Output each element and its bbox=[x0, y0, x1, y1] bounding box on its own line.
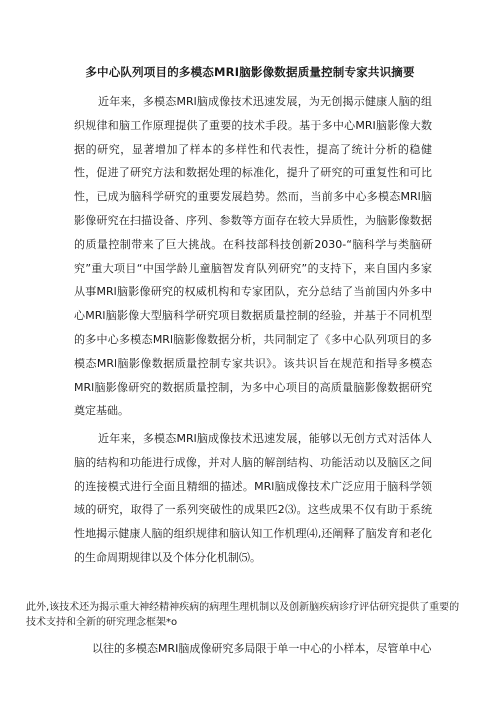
paragraph-2: 近年来，多模态MRl脑成像技术迅速发展，能够以无创方式对活体人脑的结构和功能进行成像，并对人脑的解剖结构、功能活动以及脑区之间的连接模式进行全面且精细的描述。MRl脑成像技术广泛应用于脑科学领域的研究，取得了一系列突破性的成果匹2⑶。这些成果不仅有助于系统性地揭示健康人脑的组织规律和脑认知工作机理⑷,还阐释了脑发育和老化的生命周期规律以及个体分化机制⑸。 bbox=[74, 432, 432, 564]
document-title: 多中心队列项目的多模态MRI脑影像数据质量控制专家共识摘要 bbox=[85, 65, 415, 79]
paragraph-3: 此外,该技术还为揭示重大神经精神疾病的病理生理机制以及创新脑疾病诊疗评估研究提供了重要的技术支持和全新的研究理念框架*o bbox=[26, 602, 460, 628]
paragraph-4: 以往的多模态MRI脑成像研究多局限于单一中心的小样本，尽管单中心 bbox=[92, 642, 432, 655]
paragraph-1: 近年来，多模态MRl脑成像技术迅速发展，为无创揭示健康人脑的组织规律和脑工作原理提供了重要的技术手段。基于多中心MRI脑影像大数据的研究，显著增加了样本的多样性和代表性，提高了统计分析的稳健性，促进了研究方法和数据处理的标准化，提升了研究的可重复性和可比性，已成为脑科学研究的重要发展趋势。然而，当前多中心多模态MRl脑影像研究在扫描设备、序列、参数等方面存在较大异质性，为脑影像数据的质量控制带来了巨大挑战。在科技部科技创新2030-“脑科学与类脑研究”重大项目“中国学龄儿童脑智发育队列研究”的支持下，来自国内多家从事MRl脑影像研究的权威机构和专家团队，充分总结了当前国内外多中心MRl脑影像大型脑科学研究项目数据质量控制的经验，并基于不同机型的多中心多模态MRl脑影像数据分析，共同制定了《多中心队列项目的多模态MRl脑影像数据质量控制专家共识》。该共识旨在规范和指导多模态MRl脑影像研究的数据质量控制，为多中心项目的高质量脑影像数据研究奠定基础。 bbox=[74, 95, 432, 418]
